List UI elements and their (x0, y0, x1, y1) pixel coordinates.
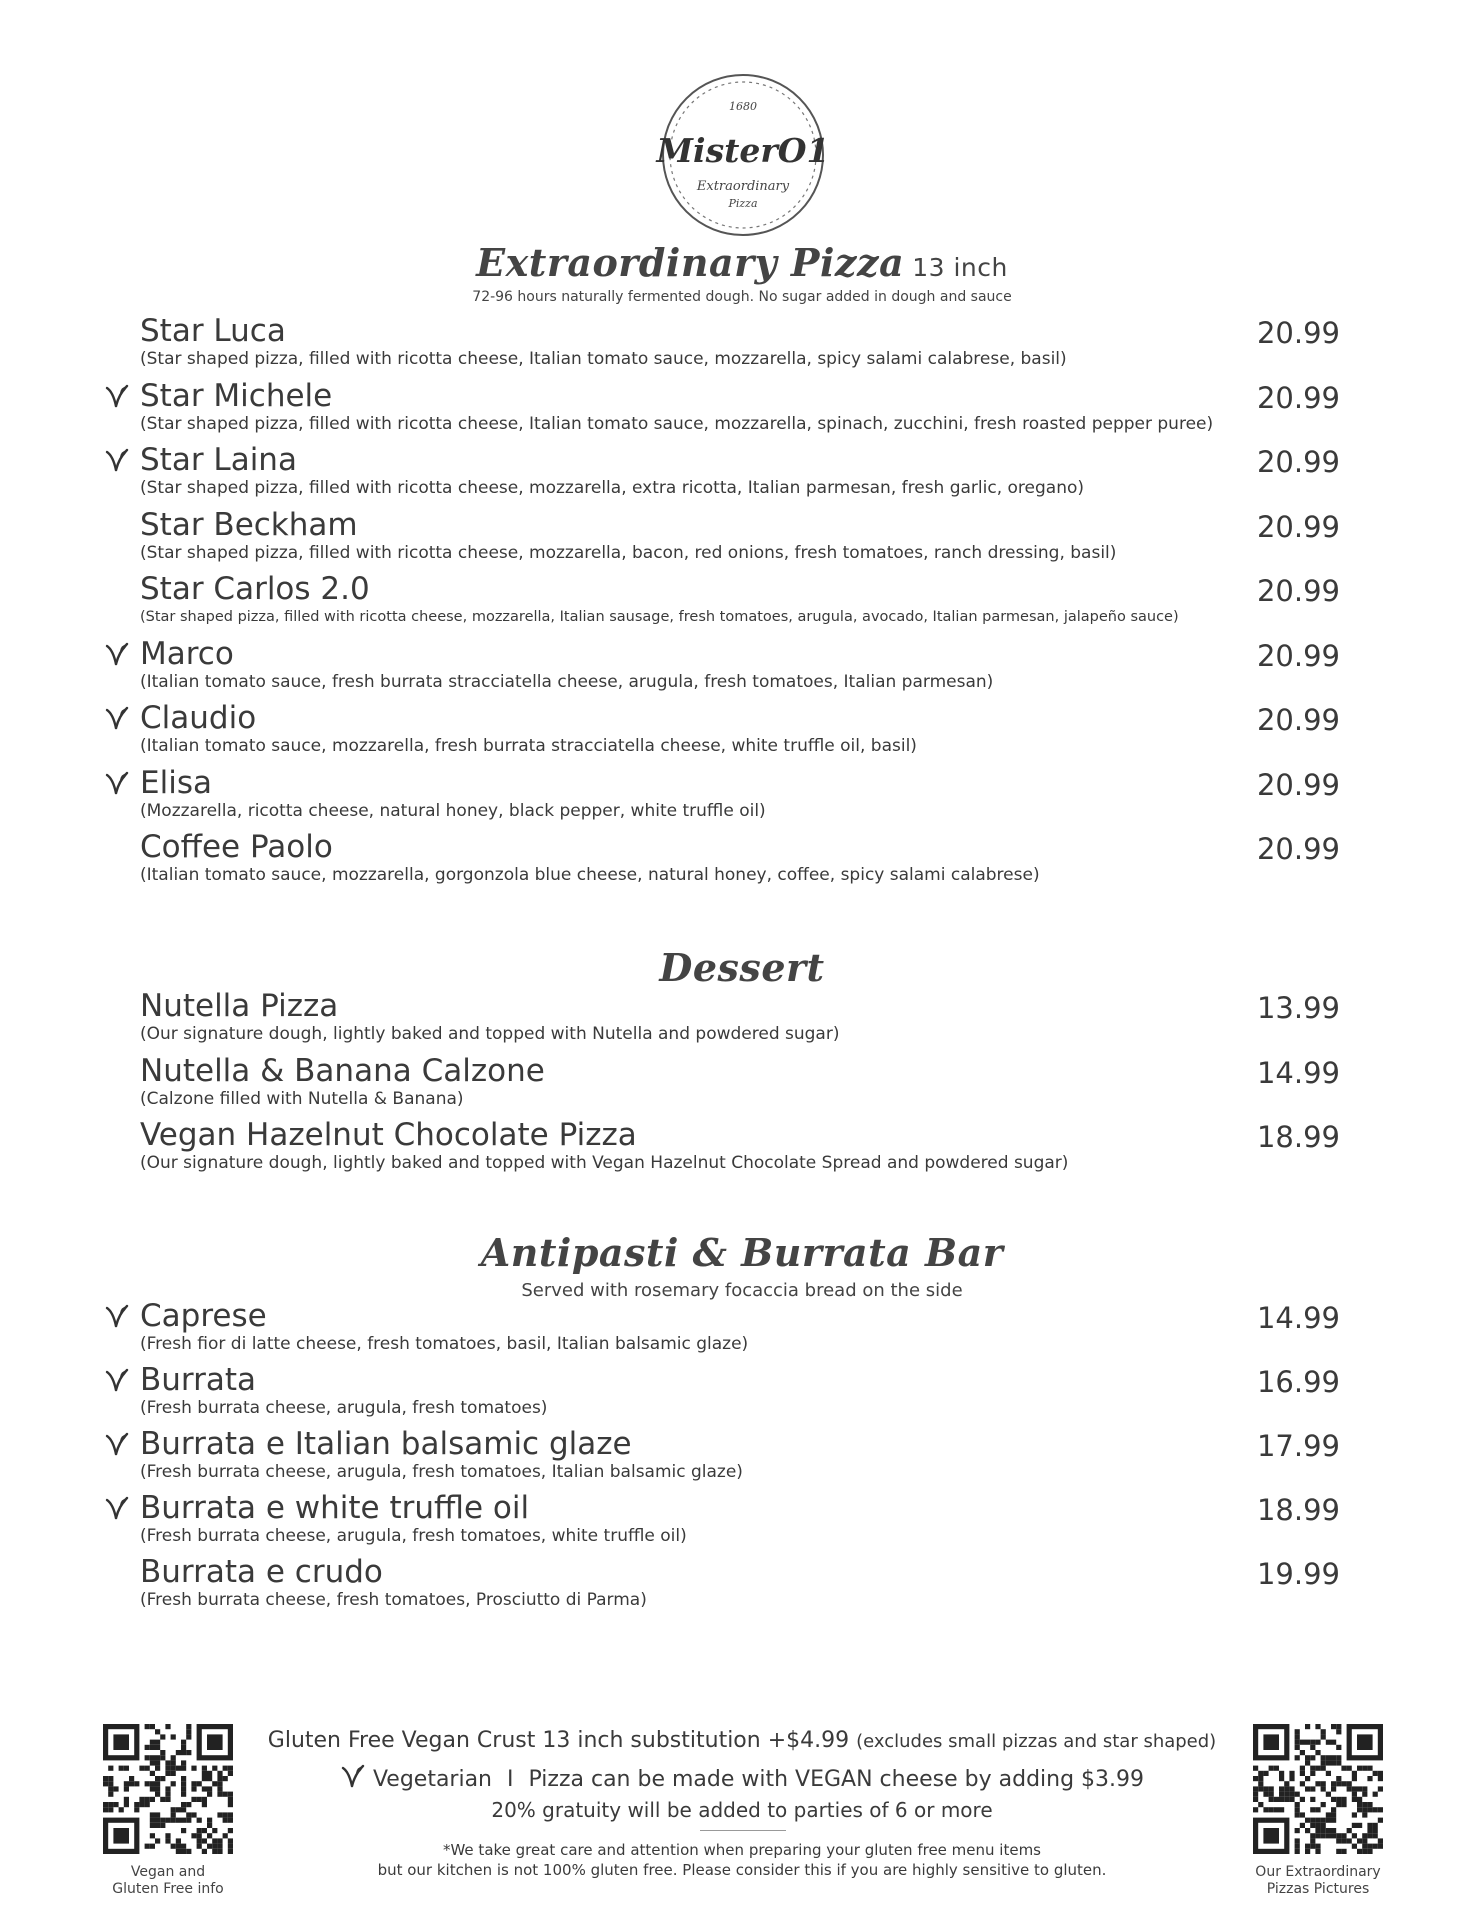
gluten-disclaimer (0, 1840, 1484, 1880)
menu-item-name: Star Luca (140, 313, 286, 349)
menu-item-price: 20.99 (1256, 316, 1340, 350)
dessert-section-title: Dessert (659, 945, 825, 990)
logo-name: MisterO1 (656, 131, 830, 170)
menu-item-name: Claudio (140, 700, 257, 736)
menu-item-price: 18.99 (1256, 1493, 1340, 1527)
menu-item-price: 14.99 (1256, 1301, 1340, 1335)
menu-item-description: (Our signature dough, lightly baked and topped with Vegan Hazelnut Chocolate Spread and powdered sugar) (140, 1153, 1069, 1173)
menu-item-description: (Fresh burrata cheese, arugula, fresh tomatoes, white truffle oil) (140, 1526, 687, 1546)
menu-item-name: Caprese (140, 1298, 267, 1334)
mister-o1-logo (650, 62, 836, 248)
menu-item-price: 20.99 (1256, 638, 1340, 673)
pizza-size: 13 inch (912, 253, 1008, 282)
menu-item-description: (Fresh burrata cheese, arugula, fresh tomatoes) (140, 1398, 548, 1418)
menu-item-description: (Italian tomato sauce, mozzarella, fresh burrata stracciatella cheese, white truffle oil, basil) (140, 736, 917, 756)
menu-item (0, 636, 1484, 700)
vegan-cheese-text: Pizza can be made with VEGAN cheese by adding $3.99 (528, 1767, 1145, 1792)
logo-tagline-1: Extraordinary (696, 179, 790, 194)
menu-item-description: (Fresh burrata cheese, arugula, fresh tomatoes, Italian balsamic glaze) (140, 1462, 743, 1482)
menu-item-price: 18.99 (1256, 1120, 1340, 1154)
menu-item (0, 1117, 1484, 1181)
menu-item (0, 571, 1484, 635)
menu-item-price: 20.99 (1256, 509, 1340, 544)
menu-item (0, 313, 1484, 377)
vegetarian-line (0, 1764, 1484, 1792)
menu-item-price: 14.99 (1256, 1055, 1340, 1090)
gluten-disclaimer-line-2: but our kitchen is not 100% gluten free. Please consider this if you are highly sensitive to gluten. (377, 1861, 1107, 1879)
menu-item (0, 829, 1484, 893)
menu-item-price: 16.99 (1256, 1365, 1340, 1399)
menu-item-name: Elisa (140, 764, 212, 801)
leaf-v-icon (104, 1368, 130, 1394)
leaf-v-icon (104, 1496, 130, 1522)
menu-item-price: 19.99 (1256, 1557, 1340, 1591)
pizza-section-title-text: Extraordinary Pizza (476, 240, 905, 285)
menu-item-description: (Italian tomato sauce, fresh burrata stracciatella cheese, arugula, fresh tomatoes, Italian parmesan) (140, 671, 994, 692)
menu-item-name: Marco (140, 635, 234, 672)
vegetarian-label: Vegetarian (372, 1767, 493, 1792)
menu-item-name: Burrata e crudo (140, 1554, 383, 1590)
leaf-v-icon (104, 771, 130, 797)
menu-item-name: Star Michele (140, 377, 333, 414)
qr-left-label-line-2: Gluten Free info (112, 1881, 224, 1897)
menu-item (0, 1298, 1484, 1362)
menu-item-name: Vegan Hazelnut Chocolate Pizza (140, 1117, 637, 1153)
menu-item (0, 378, 1484, 442)
antipasti-section-subtitle: Served with rosemary focaccia bread on the side (521, 1280, 963, 1301)
menu-item (0, 1362, 1484, 1426)
menu-item-description: (Star shaped pizza, filled with ricotta cheese, mozzarella, extra ricotta, Italian parmesan, fresh garlic, oregano) (140, 478, 1085, 498)
footer-divider (700, 1830, 786, 1831)
leaf-v-icon (104, 448, 130, 474)
menu-item-name: Coffee Paolo (140, 829, 333, 865)
menu-item-price: 20.99 (1256, 574, 1340, 608)
gluten-disclaimer-line-1: *We take great care and attention when preparing your gluten free menu items (442, 1841, 1041, 1859)
pizza-section-subtitle: 72-96 hours naturally fermented dough. No sugar added in dough and sauce (472, 289, 1012, 305)
menu-item-name: Star Carlos 2.0 (140, 571, 370, 607)
gluten-free-line (0, 1728, 1484, 1753)
menu-item-description: (Mozzarella, ricotta cheese, natural honey, black pepper, white truffle oil) (140, 800, 766, 821)
menu-item (0, 1053, 1484, 1117)
menu-item-description: (Star shaped pizza, filled with ricotta cheese, mozzarella, bacon, red onions, fresh tomatoes, ranch dressing, basil) (140, 542, 1117, 563)
leaf-v-icon (340, 1764, 366, 1790)
menu-item-price: 20.99 (1256, 380, 1340, 415)
leaf-v-icon (104, 1432, 130, 1458)
menu-item-description: (Fresh fior di latte cheese, fresh tomatoes, basil, Italian balsamic glaze) (140, 1334, 749, 1354)
leaf-v-icon (104, 642, 130, 668)
menu-item-description: (Our signature dough, lightly baked and topped with Nutella and powdered sugar) (140, 1024, 840, 1044)
qr-right-label-line-2: Pizzas Pictures (1266, 1881, 1370, 1897)
menu-item-price: 13.99 (1256, 991, 1340, 1025)
menu-item (0, 507, 1484, 571)
menu-item-name: Burrata e white truffle oil (140, 1490, 530, 1526)
menu-item-price: 20.99 (1256, 703, 1340, 737)
menu-item-price: 20.99 (1256, 767, 1340, 802)
menu-item-description: (Fresh burrata cheese, fresh tomatoes, Prosciutto di Parma) (140, 1590, 647, 1610)
footer-separator: I (507, 1767, 514, 1792)
logo-tagline-2: Pizza (728, 197, 758, 210)
gluten-free-note: (excludes small pizzas and star shaped) (856, 1731, 1217, 1752)
menu-item (0, 1554, 1484, 1618)
menu-item-name: Star Beckham (140, 506, 358, 543)
antipasti-section-title: Antipasti & Burrata Bar (480, 1230, 1004, 1275)
menu-item-name: Burrata (140, 1362, 257, 1398)
menu-item-description: (Star shaped pizza, filled with ricotta cheese, mozzarella, Italian sausage, fresh tomatoes, arugula, avocado, Italian parmesan, jalapeño sauce) (140, 609, 1179, 625)
qr-left-label-line-1: Vegan and (130, 1864, 206, 1880)
leaf-v-icon (104, 1304, 130, 1330)
gluten-free-text: Gluten Free Vegan Crust 13 inch substitution +$4.99 (267, 1728, 850, 1753)
pizza-section-title (0, 240, 1484, 285)
qr-right-label-line-1: Our Extraordinary (1255, 1864, 1381, 1880)
menu-item-description: (Star shaped pizza, filled with ricotta cheese, Italian tomato sauce, mozzarella, spicy salami calabrese, basil) (140, 349, 1067, 369)
menu-item (0, 1490, 1484, 1554)
menu-item-price: 17.99 (1256, 1429, 1340, 1463)
menu-item-description: (Calzone filled with Nutella & Banana) (140, 1088, 464, 1109)
menu-item-description: (Italian tomato sauce, mozzarella, gorgonzola blue cheese, natural honey, coffee, spicy salami calabrese) (140, 865, 1040, 885)
menu-item (0, 700, 1484, 764)
menu-item-name: Star Laina (140, 442, 297, 478)
menu-item-name: Nutella & Banana Calzone (140, 1052, 545, 1089)
menu-item (0, 442, 1484, 506)
menu-item-description: (Star shaped pizza, filled with ricotta cheese, Italian tomato sauce, mozzarella, spinach, zucchini, fresh roasted pepper puree) (140, 413, 1214, 434)
leaf-v-icon (104, 706, 130, 732)
menu-item (0, 988, 1484, 1052)
menu-item (0, 1426, 1484, 1490)
logo-year: 1680 (729, 100, 757, 113)
gratuity-line: 20% gratuity will be added to parties of 6 or more (491, 1798, 993, 1822)
menu-item-price: 20.99 (1256, 445, 1340, 479)
menu-item (0, 765, 1484, 829)
menu-item-name: Nutella Pizza (140, 988, 339, 1024)
menu-item-name: Burrata e Italian balsamic glaze (140, 1426, 632, 1462)
leaf-v-icon (104, 384, 130, 410)
menu-item-price: 20.99 (1256, 832, 1340, 866)
